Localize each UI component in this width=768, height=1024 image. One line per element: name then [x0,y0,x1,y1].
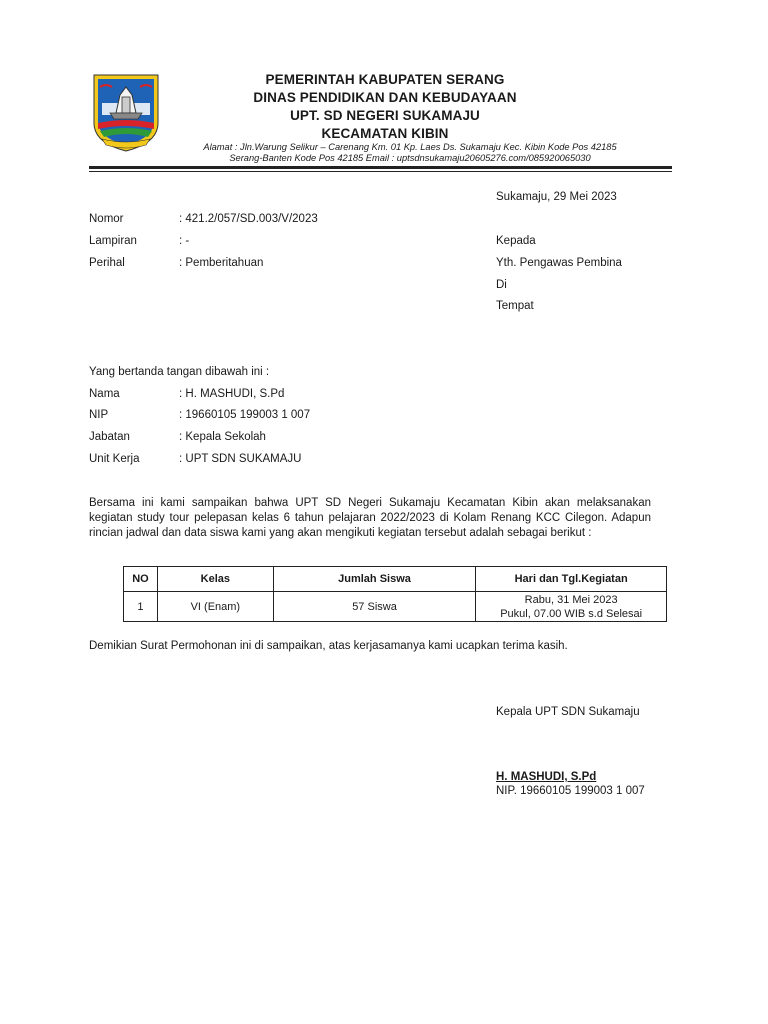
cell-kelas: VI (Enam) [157,592,273,622]
signature-title: Kepala UPT SDN Sukamaju [496,706,640,718]
kop-divider-thin [89,171,672,172]
cell-hari-tgl [476,592,667,622]
recipient-line-2: Yth. Pengawas Pembina [496,257,622,269]
cell-hari-line-1: Rabu, 31 Mei 2023 [524,593,618,606]
cell-no: 1 [124,592,158,622]
table-row [124,592,667,622]
nip-label: NIP [89,409,109,421]
kop-line-1: PEMERINTAH KABUPATEN SERANG [265,72,505,87]
header-hari-tgl: Hari dan Tgl.Kegiatan [476,567,667,592]
kop-line-4: KECAMATAN KIBIN [321,126,449,141]
kop-address-2: Serang-Banten Kode Pos 42185 Email : uptsdnsukamaju20605276.com/085920065030 [229,153,591,163]
nama-value: : H. MASHUDI, S.Pd [179,388,285,400]
jabatan-label: Jabatan [89,431,130,443]
signature-nip: NIP. 19660105 199003 1 007 [496,785,645,797]
header-no: NO [124,567,158,592]
closing-text: Demikian Surat Permohonan ini di sampaikan, atas kerjasamanya kami ucapkan terima kasih. [89,640,568,652]
nama-label: Nama [89,388,120,400]
perihal-label: Perihal [89,257,125,269]
signature-name: H. MASHUDI, S.Pd [496,771,597,783]
jabatan-value: : Kepala Sekolah [179,431,266,443]
letter-date: Sukamaju, 29 Mei 2023 [496,191,617,203]
cell-jumlah: 57 Siswa [273,592,476,622]
unit-kerja-label: Unit Kerja [89,453,140,465]
recipient-line-4: Tempat [496,300,534,312]
nomor-value: : 421.2/057/SD.003/V/2023 [179,213,318,225]
header-jumlah-siswa: Jumlah Siswa [273,567,476,592]
table-header-row [124,567,667,592]
kop-address-1: Alamat : Jln.Warung Selikur – Carenang Km. 01 Kp. Laes Ds. Sukamaju Kec. Kibin Kode Pos 42185 [203,142,617,152]
signatory-intro: Yang bertanda tangan dibawah ini : [89,366,270,378]
nomor-label: Nomor [89,213,124,225]
perihal-value: : Pemberitahuan [179,257,264,269]
recipient-line-1: Kepada [496,235,536,247]
kabupaten-serang-emblem-icon [92,73,160,153]
lampiran-value: : - [179,235,190,247]
kop-line-2: DINAS PENDIDIKAN DAN KEBUDAYAAN [253,90,517,105]
recipient-line-3: Di [496,279,507,291]
kop-line-3: UPT. SD NEGERI SUKAMAJU [290,108,480,123]
header-kelas: Kelas [157,567,273,592]
nip-value: : 19660105 199003 1 007 [179,409,311,421]
lampiran-label: Lampiran [89,235,137,247]
cell-hari-line-2: Pukul, 07.00 WIB s.d Selesai [500,607,643,620]
schedule-table [123,566,667,622]
body-paragraph: Bersama ini kami sampaikan bahwa UPT SD Negeri Sukamaju Kecamatan Kibin akan melaksanakan kegiatan study tour pelepasan kelas 6 tahun pelajaran 2022/2023 di Kolam Renang KCC Cilegon. Adapun rincian jadwal dan data siswa kami yang akan mengikuti kegiatan tersebut adalah sebagai berikut : [89,497,651,539]
unit-kerja-value: : UPT SDN SUKAMAJU [179,453,302,465]
kop-divider [89,166,672,169]
